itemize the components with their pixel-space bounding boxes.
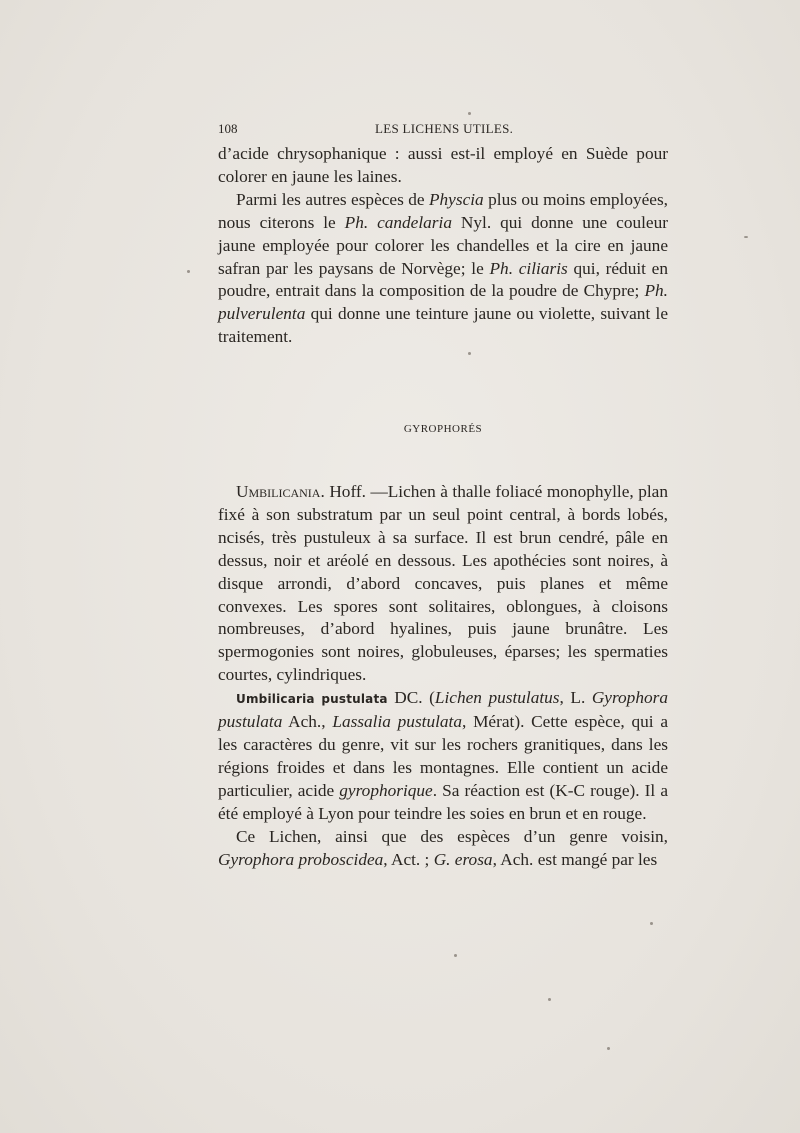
genus-name: Umbilicania <box>236 482 321 501</box>
text-run: Ach., <box>282 712 333 732</box>
paragraph-chrysophanic-acid: d’acide chrysophanique : aussi est-il employé en Suède pour colorer en jaune les laines. <box>218 144 668 186</box>
section-title: GYROPHORÉS <box>403 423 483 435</box>
paper-speck <box>454 954 457 957</box>
text-run: Parmi les autres espèces de <box>236 189 429 209</box>
paragraph-physcia-species <box>218 189 668 349</box>
paper-speck <box>548 998 551 1001</box>
paragraph-umbilicaria-genus <box>218 481 668 687</box>
gyrophores-section <box>218 481 668 871</box>
species-name: Umbilicaria pustulata <box>236 692 388 707</box>
paper-speck <box>187 270 190 273</box>
taxon-ph-ciliaris: Ph. ciliaris <box>489 258 568 278</box>
paper-speck <box>744 236 748 238</box>
text-run: DC. ( <box>387 688 435 708</box>
text-run: . Sa réaction est (K-C rouge). Il a été employé à Lyon pour teindre les soies en brun et en rouge. <box>218 780 668 823</box>
running-head: LES LICHENS UTILES. <box>375 121 514 136</box>
text-run: , L. <box>559 688 592 708</box>
text-run: qui, réduit en poudre, entrait dans la composition de la poudre de Chypre; <box>218 258 668 301</box>
text-run: Ce Lichen, ainsi que des espèces d’un genre voisin, <box>236 826 668 846</box>
paragraph-edible-lichen <box>218 826 668 872</box>
paper-speck <box>468 112 471 115</box>
taxon-g-erosa: G. erosa <box>433 849 493 869</box>
paper-speck <box>607 1047 610 1050</box>
text-run: Nyl. qui donne une couleur jaune employée pour colorer les chandelles et la cire en jaune safran par les paysans de Norvège; le <box>218 212 668 278</box>
paper-speck <box>468 352 471 355</box>
taxon-gyrophora-pustulata: Gyrophora pustulata <box>218 688 668 732</box>
taxon-physcia: Physcia <box>428 189 484 209</box>
text-run: , Ach. est mangé par les <box>492 849 658 869</box>
text-run: , Act. ; <box>383 849 434 869</box>
taxon-lassalia-pustulata: Lassalia pustulata <box>332 712 462 732</box>
paragraph-umbilicaria-pustulata <box>218 687 668 825</box>
text-run: plus ou moins employées, nous citerons le <box>218 189 668 232</box>
taxon-ph-pulverulenta: Ph. pulverulenta <box>218 281 668 324</box>
term-gyrophorique: gyrophorique <box>339 780 433 800</box>
taxon-lichen-pustulatus: Lichen pustulatus <box>434 688 560 708</box>
paper-speck <box>650 922 653 925</box>
text-run: , Mérat). Cette espèce, qui a les caractères du genre, vit sur les rochers granitiques, dans les régions froides et dans les montagnes. Elle contient un acide particulier, acide <box>218 712 668 800</box>
genus-description: . Hoff. —Lichen à thalle foliacé monophylle, plan fixé à son substratum par un seul point central, à bords lobés, ncisés, très pustuleux à sa surface. Il est brun cendré, pâle en dessus, noir et aréolé en dessous. Les apothécies sont noires, à disque arrondi, d’abord concaves, puis planes et même convexes. Les spores sont solitaires, oblongues, à cloisons nombreuses, d’abord hyalines, puis jaune brunâtre. Les spermogonies sont noires, globuleuses, éparses; les spermaties courtes, cylindriques. <box>218 482 668 685</box>
text-run: qui donne une teinture jaune ou violette, suivant le traitement. <box>218 304 668 347</box>
taxon-gyrophora-proboscidea: Gyrophora proboscidea <box>218 849 384 869</box>
page-header <box>218 121 668 137</box>
page-number: 108 <box>218 121 238 136</box>
taxon-ph-candelaria: Ph. candelaria <box>344 212 452 232</box>
physcia-section <box>218 143 668 349</box>
